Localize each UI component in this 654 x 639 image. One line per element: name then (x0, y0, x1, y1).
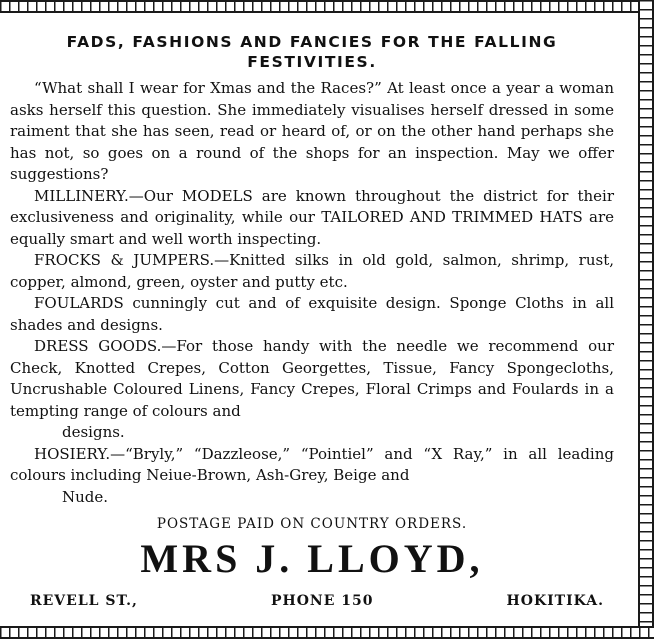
dress-goods-paragraph: DRESS GOODS.—For those handy with the needle we recommend our Check, Knotted Crepes, Cotton Georgettes, Tissue, Fancy Spongecloths, Uncrushable Coloured Linens, Fancy Crepes, Floral Crimps and Foulards in a tempting range of colours and (10, 337, 614, 420)
millinery-paragraph: MILLINERY.—Our MODELS are known throughout the district for their exclusiveness and originality, while our TAILORED AND TRIMMED HATS are equally smart and well worth inspecting. (10, 186, 614, 248)
decorative-border-top (0, 0, 654, 13)
merchant-name: MRS J. LLOYD, (140, 536, 484, 581)
ad-heading: FADS, FASHIONS AND FANCIES FOR THE FALLING FESTIVITIES. (66, 33, 558, 71)
decorative-border-right (638, 0, 654, 639)
decorative-border-bottom (0, 626, 654, 639)
phone-number: PHONE 150 (270, 593, 374, 609)
foulards-paragraph: FOULARDS cunningly cut and of exquisite design. Sponge Cloths in all shades and designs. (10, 294, 614, 334)
street-address: REVELL ST., (30, 593, 138, 609)
town: HOKITIKA. (506, 593, 604, 609)
hosiery-end: Nude. (62, 487, 109, 506)
advertisement (10, 24, 614, 610)
frocks-paragraph: FROCKS & JUMPERS.—Knitted silks in old gold, salmon, shrimp, rust, copper, almond, green, oyster and putty etc. (10, 251, 614, 291)
hosiery-paragraph: HOSIERY.—“Bryly,” “Dazzleose,” “Pointiel” and “X Ray,” in all leading colours including Neiue-Brown, Ash-Grey, Beige and (10, 444, 614, 484)
address-footer (10, 592, 614, 610)
postage-notice: POSTAGE PAID ON COUNTRY ORDERS. (156, 516, 468, 532)
dress-goods-end: designs. (62, 423, 125, 441)
intro-paragraph: “What shall I wear for Xmas and the Races?” At least once a year a woman asks herself this question. She immediately visualises herself dressed in some raiment that she has seen, read or heard of, or on the other hand perhaps she has not, so goes on a round of the shops for an inspection. May we offer suggestions? (10, 79, 614, 183)
